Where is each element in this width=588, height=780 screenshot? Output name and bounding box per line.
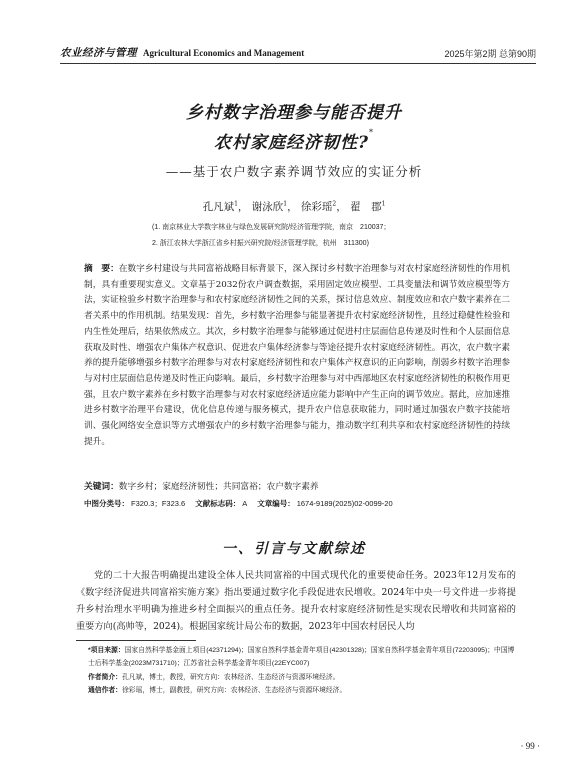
clc-number: 中图分类号： F320.3；F323.6 <box>84 499 186 508</box>
classification-info <box>84 498 510 509</box>
abstract-label: 摘 要： <box>84 264 119 274</box>
subtitle: ——基于农户数字素养调节效应的实证分析 <box>165 164 423 179</box>
journal-name-en: Agricultural Economics and Management <box>143 48 305 58</box>
author-affiliation-mark: 2 <box>332 200 337 208</box>
section-heading: 一、引言与文献综述 <box>222 541 366 557</box>
author-list: 孔凡斌$^1$， 谢泳欣$^1$， 徐彩瑶$^2$， 翟 郡$^1$ <box>202 200 386 213</box>
issue-info: 2025年第2期 总第90期 <box>444 49 536 59</box>
author-affiliation-mark: 1 <box>381 200 386 208</box>
title-line-2-text: 农村家庭经济韧性? <box>214 133 369 153</box>
running-header <box>60 44 536 64</box>
author: 谢泳欣 <box>251 201 284 213</box>
title-footnote-mark: * <box>368 128 374 137</box>
footnote-author-bio: 作者简介：孔凡斌，博士，教授，研究方向：农林经济、生态经济与资源环境经济。 <box>88 674 340 681</box>
body-paragraph: 党的二十大报告明确提出建设全体人民共同富裕的中国式现代化的重要使命任务。2023年12月发布的《数字经济促进共同富裕实施方案》指出要通过数字化手段促进农民增收。2024年中央一号文件进一步将提升乡村治理水平明确为推进乡村全面振兴的重点任务。提升农村家庭经济韧性是实现农民增收和共同富裕的重要方向(高帅等，2024)。根据国家统计局公布的数据，2023年中国农村居民人均 <box>76 570 516 632</box>
author: 徐彩瑶 <box>300 201 333 213</box>
abstract-text: 在数字乡村建设与共同富裕战略目标背景下，深入探讨乡村数字治理参与对农村家庭经济韧性的作用机制，具有重要现实意义。文章基于2032份农户调查数据，采用固定效应模型、工具变量法和调节效应模型等方法，实证检验乡村数字治理参与和农村家庭经济韧性之间的关系，探讨信息效应、制度效应和农户数字素养在二者关系中的作用机制。结果发现：首先，乡村数字治理参与能显著提升农村家庭经济韧性，且经过稳健性检验和内生性处理后，结果依然成立。其次，乡村数字治理参与能够通过促进村庄层面信息传递及时性和个人层面信息获取及时性、增强农户集体产权意识、促进农户集体经济参与等途径提升农村家庭经济韧性。再次，农户数字素养的提升能够增强乡村数字治理参与对农村家庭经济韧性和农户集体产权意识的正向影响，削弱乡村数字治理参与对村庄层面信息传递及时性正向影响。最后，乡村数字治理参与对中西部地区农村家庭经济韧性的积极作用更强，且农户数字素养在乡村数字治理参与对农村家庭经济适应能力影响中产生正向的调节效应。据此，应加速推进乡村数字治理平台建设，优化信息传递与服务模式，提升农户信息获取能力，同时通过加强农户数字技能培训、强化网络安全意识等方式增强农户的乡村数字治理参与能力，推动数字红利共享和农村家庭经济韧性的持续提升。 <box>84 264 511 447</box>
keywords-text: 数字乡村；家庭经济韧性；共同富裕；农户数字素养 <box>118 482 319 492</box>
author-affiliation-mark: 1 <box>234 200 238 208</box>
author-affiliation-mark: 1 <box>283 200 288 208</box>
article-number: 文章编号： 1674-9189(2025)02-0099-20 <box>257 499 393 508</box>
keywords <box>84 480 319 492</box>
title-line-1: 乡村数字治理参与能否提升 <box>186 103 402 123</box>
affiliation: (1. 南京林业大学数字林业与绿色发展研究院/经济管理学院，南京 210037； <box>152 224 391 231</box>
journal-name-cn: 农业经济与管理 <box>60 47 137 59</box>
title-line-2 <box>0 128 588 153</box>
page-number: · 99 · <box>520 741 540 751</box>
affiliation: 2. 浙江农林大学浙江省乡村振兴研究院/经济管理学院，杭州 311300) <box>152 240 369 247</box>
footnote-corresponding-author: 通信作者：徐彩瑶，博士，副教授，研究方向：农林经济、生态经济与资源环境经济。 <box>88 687 347 694</box>
abstract <box>84 262 510 450</box>
footnote-funding: *项目来源：国家自然科学基金面上项目(42371294)；国家自然科学基金青年项目(42301328)；国家自然科学基金青年项目(72203095)；中国博士后科学基金(2023M731710)；江苏省社会科学基金青年项目(22EYC007) <box>88 647 515 667</box>
footnote-divider <box>76 640 196 641</box>
document-code: 文献标志码： A <box>195 499 248 508</box>
author: 翟 郡 <box>350 201 382 213</box>
author: 孔凡斌 <box>202 201 235 213</box>
journal-name <box>60 41 304 60</box>
keywords-label: 关键词： <box>84 482 119 492</box>
